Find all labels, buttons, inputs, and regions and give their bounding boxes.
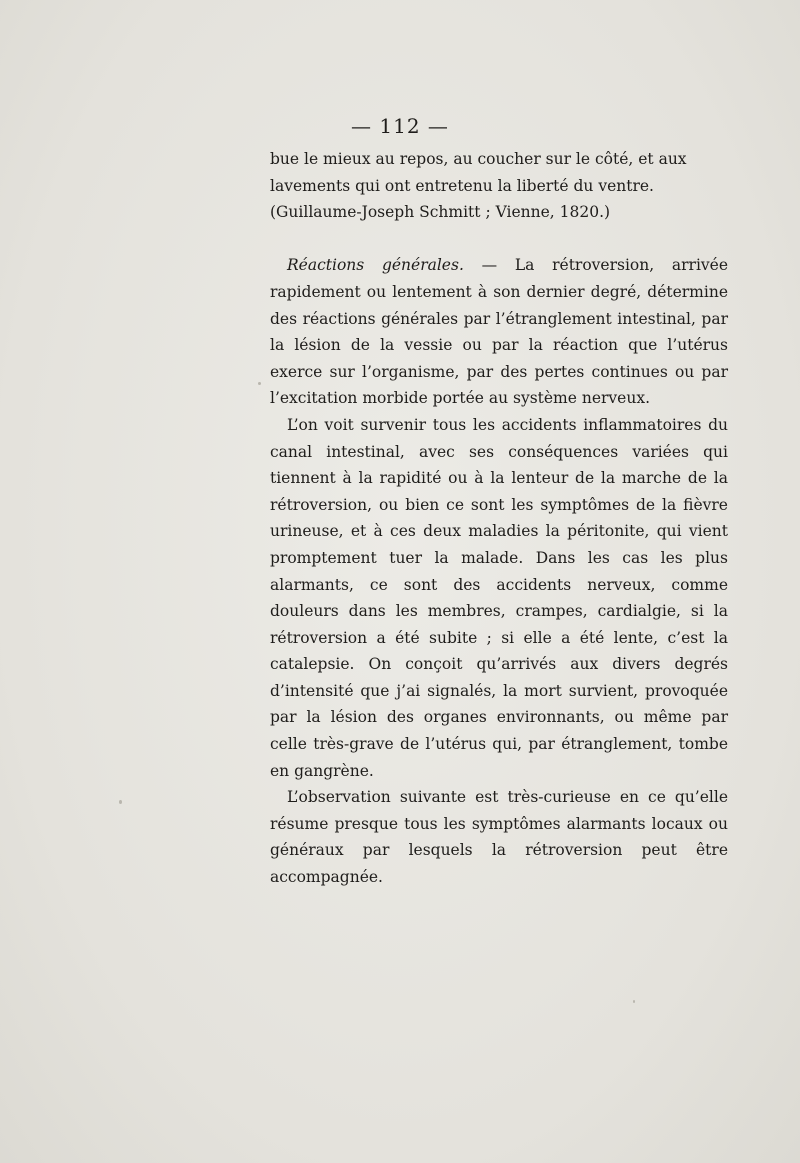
paper-speck	[633, 1000, 635, 1003]
paper-speck	[258, 382, 261, 385]
paper-speck	[119, 800, 122, 804]
paragraph-general-reactions	[270, 252, 728, 412]
paragraph-text: — La rétroversion, arrivée rapidement ou lentement à son dernier degré, détermine des réactions générales par l’étranglement intestinal, par la lésion de la vessie ou par la réaction que l’utérus exerce sur l’organisme, par des pertes continues ou par l’excitation morbide portée au système nerveux.	[270, 256, 729, 408]
paragraph-continuation: bue le mieux au repos, au coucher sur le côté, et aux lavements qui ont entretenu la liberté du ventre. (Guillaume-Joseph Schmitt ; Vienne, 1820.)	[270, 150, 687, 222]
paragraph-observation: L’observation suivante est très-curieuse en ce qu’elle résume presque tous les symptômes alarmants locaux ou généraux par lesquels la rétroversion peut être accompagnée.	[270, 788, 728, 887]
section-subheading: Réactions générales.	[287, 256, 464, 275]
paragraph-accidents: L’on voit survenir tous les accidents inflammatoires du canal intestinal, avec ses conséquences variées qui tiennent à la rapidité ou à la lenteur de la marche de la rétroversion, ou bien ce sont les symptômes de la fièvre urineuse, et à ces deux maladies la péritonite, qui vient promptement tuer la malade. Dans les cas les plus alarmants, ce sont des accidents nerveux, comme douleurs dans les membres, crampes, cardialgie, si la rétroversion a été subite ; si elle a été lente, c’est la catalepsie. On conçoit qu’arrivés aux divers degrés d’intensité que j’ai signalés, la mort survient, provoquée par la lésion des organes environnants, ou même par celle très-grave de l’utérus qui, par étranglement, tombe en gangrène.	[270, 415, 728, 780]
body-text	[270, 146, 728, 891]
page-number: — 112 —	[351, 114, 449, 138]
paragraph-gap	[270, 226, 728, 253]
